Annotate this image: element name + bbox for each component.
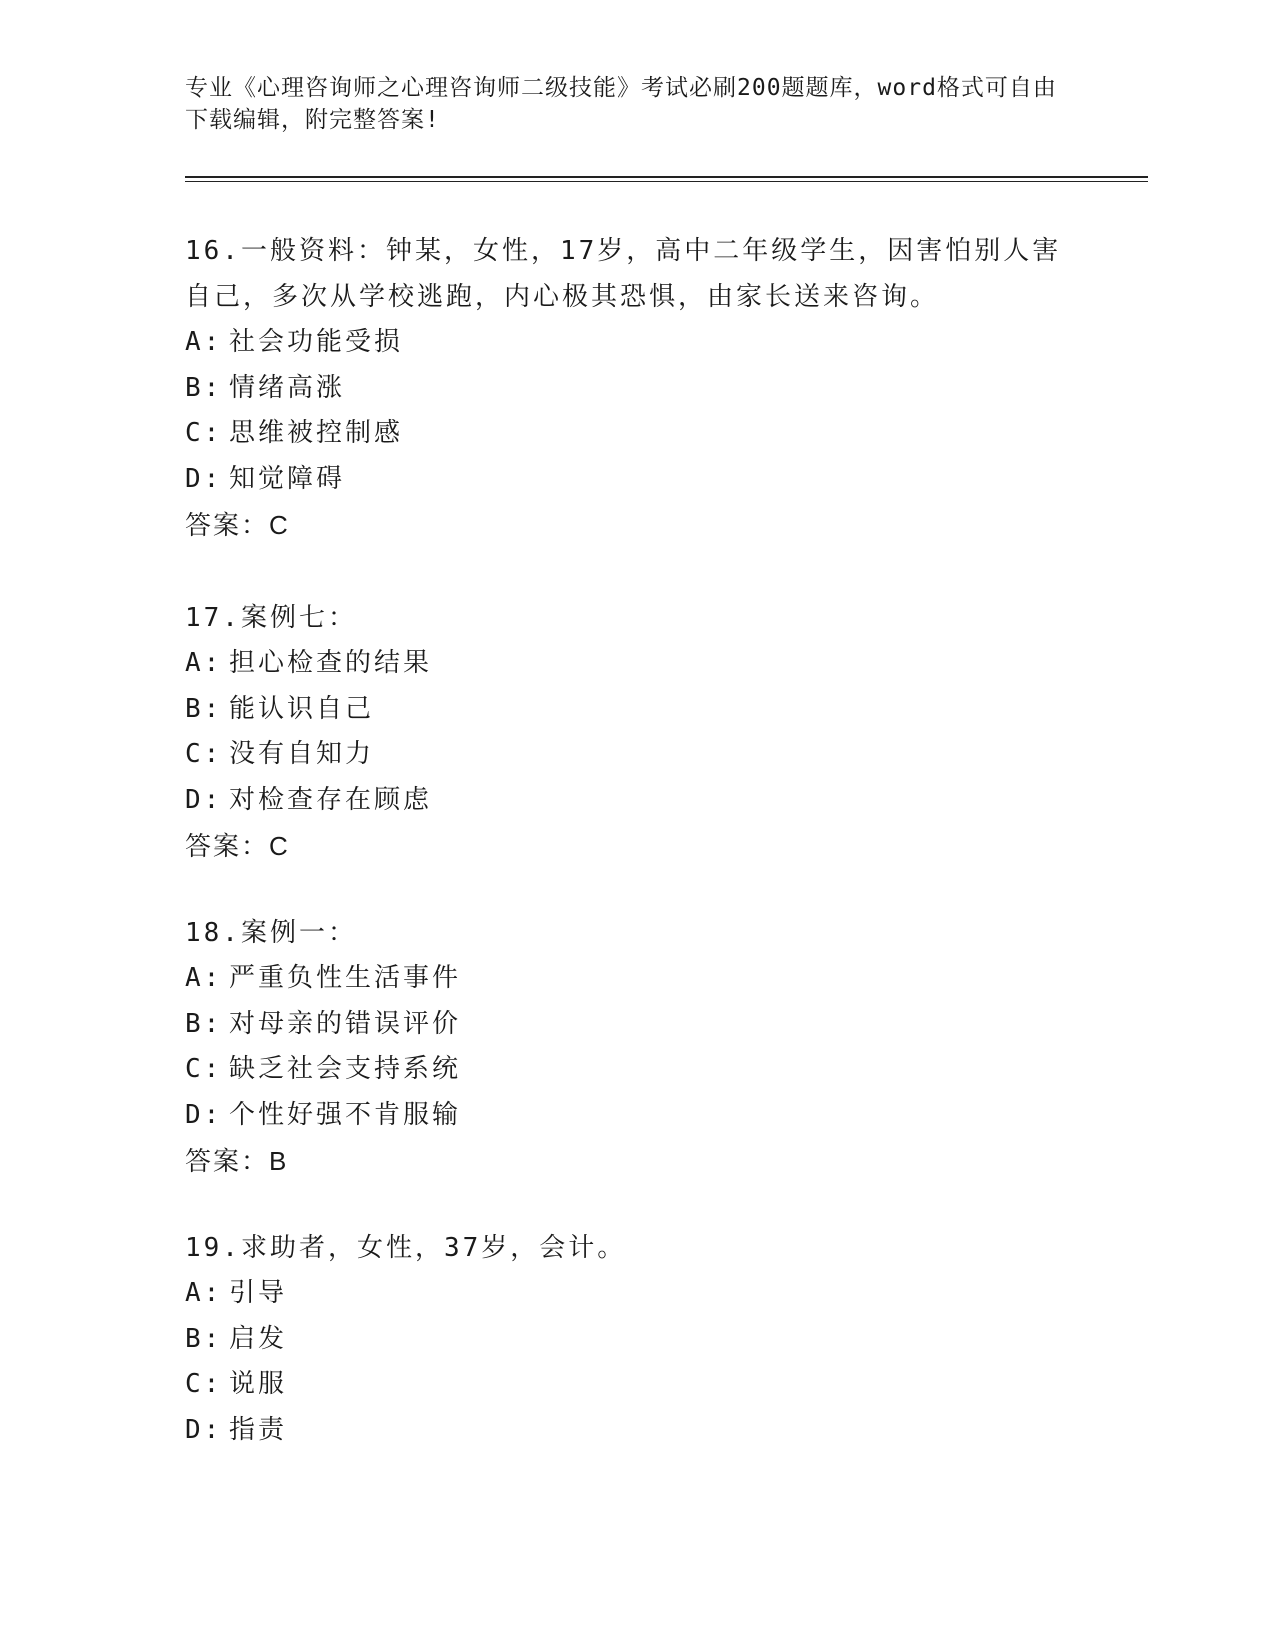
option-a <box>185 641 1085 687</box>
option-letter: A: <box>185 963 223 993</box>
option-a <box>185 956 1085 1002</box>
answer-line: 答案：C <box>185 831 290 861</box>
option-text: 担心检查的结果 <box>229 648 433 678</box>
question-stem: 16.一般资料：钟某，女性，17岁，高中二年级学生，因害怕别人害自己，多次从学校逃跑，内心极其恐惧，由家长送来咨询。 <box>185 236 1062 312</box>
option-d <box>185 457 1085 503</box>
option-d <box>185 778 1085 824</box>
option-text: 对母亲的错误评价 <box>229 1008 462 1039</box>
option-letter: D: <box>185 463 223 494</box>
option-d <box>185 1093 1085 1139</box>
option-letter: D: <box>185 1414 223 1445</box>
option-c <box>185 1362 1085 1408</box>
option-a <box>185 1271 1085 1317</box>
option-text: 引导 <box>229 1278 288 1308</box>
option-b <box>185 687 1085 733</box>
option-letter: D: <box>185 1099 223 1130</box>
option-letter: B: <box>185 1323 223 1354</box>
question-16 <box>185 228 1085 548</box>
option-text: 个性好强不肯服输 <box>229 1099 462 1130</box>
option-letter: B: <box>185 372 223 403</box>
option-letter: A: <box>185 648 223 678</box>
question-stem: 17.案例七： <box>185 603 357 633</box>
option-text: 严重负性生活事件 <box>229 963 462 993</box>
option-text: 对检查存在顾虑 <box>229 784 433 815</box>
option-letter: D: <box>185 784 223 815</box>
question-17 <box>185 595 1085 869</box>
option-b <box>185 1317 1085 1363</box>
question-stem: 19.求助者，女性，37岁，会计。 <box>185 1233 627 1263</box>
option-text: 说服 <box>229 1369 288 1399</box>
option-letter: C: <box>185 1369 223 1399</box>
option-letter: A: <box>185 1278 223 1308</box>
option-text: 指责 <box>229 1414 288 1445</box>
option-letter: B: <box>185 693 223 724</box>
option-text: 思维被控制感 <box>229 418 404 448</box>
option-d <box>185 1408 1085 1454</box>
option-c <box>185 732 1085 778</box>
option-c <box>185 1047 1085 1093</box>
option-c <box>185 411 1085 457</box>
option-text: 能认识自己 <box>229 693 375 724</box>
option-letter: A: <box>185 327 223 357</box>
question-18 <box>185 910 1085 1184</box>
option-text: 社会功能受损 <box>229 327 404 357</box>
option-text: 知觉障碍 <box>229 463 346 494</box>
option-text: 没有自知力 <box>229 739 375 769</box>
question-19 <box>185 1225 1085 1453</box>
answer-line: 答案：C <box>185 510 290 540</box>
option-text: 启发 <box>229 1323 288 1354</box>
header-divider <box>185 176 1148 182</box>
option-letter: C: <box>185 739 223 769</box>
answer-line: 答案：B <box>185 1146 289 1176</box>
option-b <box>185 1002 1085 1048</box>
option-text: 缺乏社会支持系统 <box>229 1054 462 1084</box>
option-b <box>185 366 1085 412</box>
option-letter: B: <box>185 1008 223 1039</box>
option-letter: C: <box>185 418 223 448</box>
option-letter: C: <box>185 1054 223 1084</box>
option-text: 情绪高涨 <box>229 372 346 403</box>
question-stem: 18.案例一： <box>185 918 357 948</box>
document-header: 专业《心理咨询师之心理咨询师二级技能》考试必刷200题题库，word格式可自由下载编辑，附完整答案! <box>185 75 1057 133</box>
option-a <box>185 320 1085 366</box>
